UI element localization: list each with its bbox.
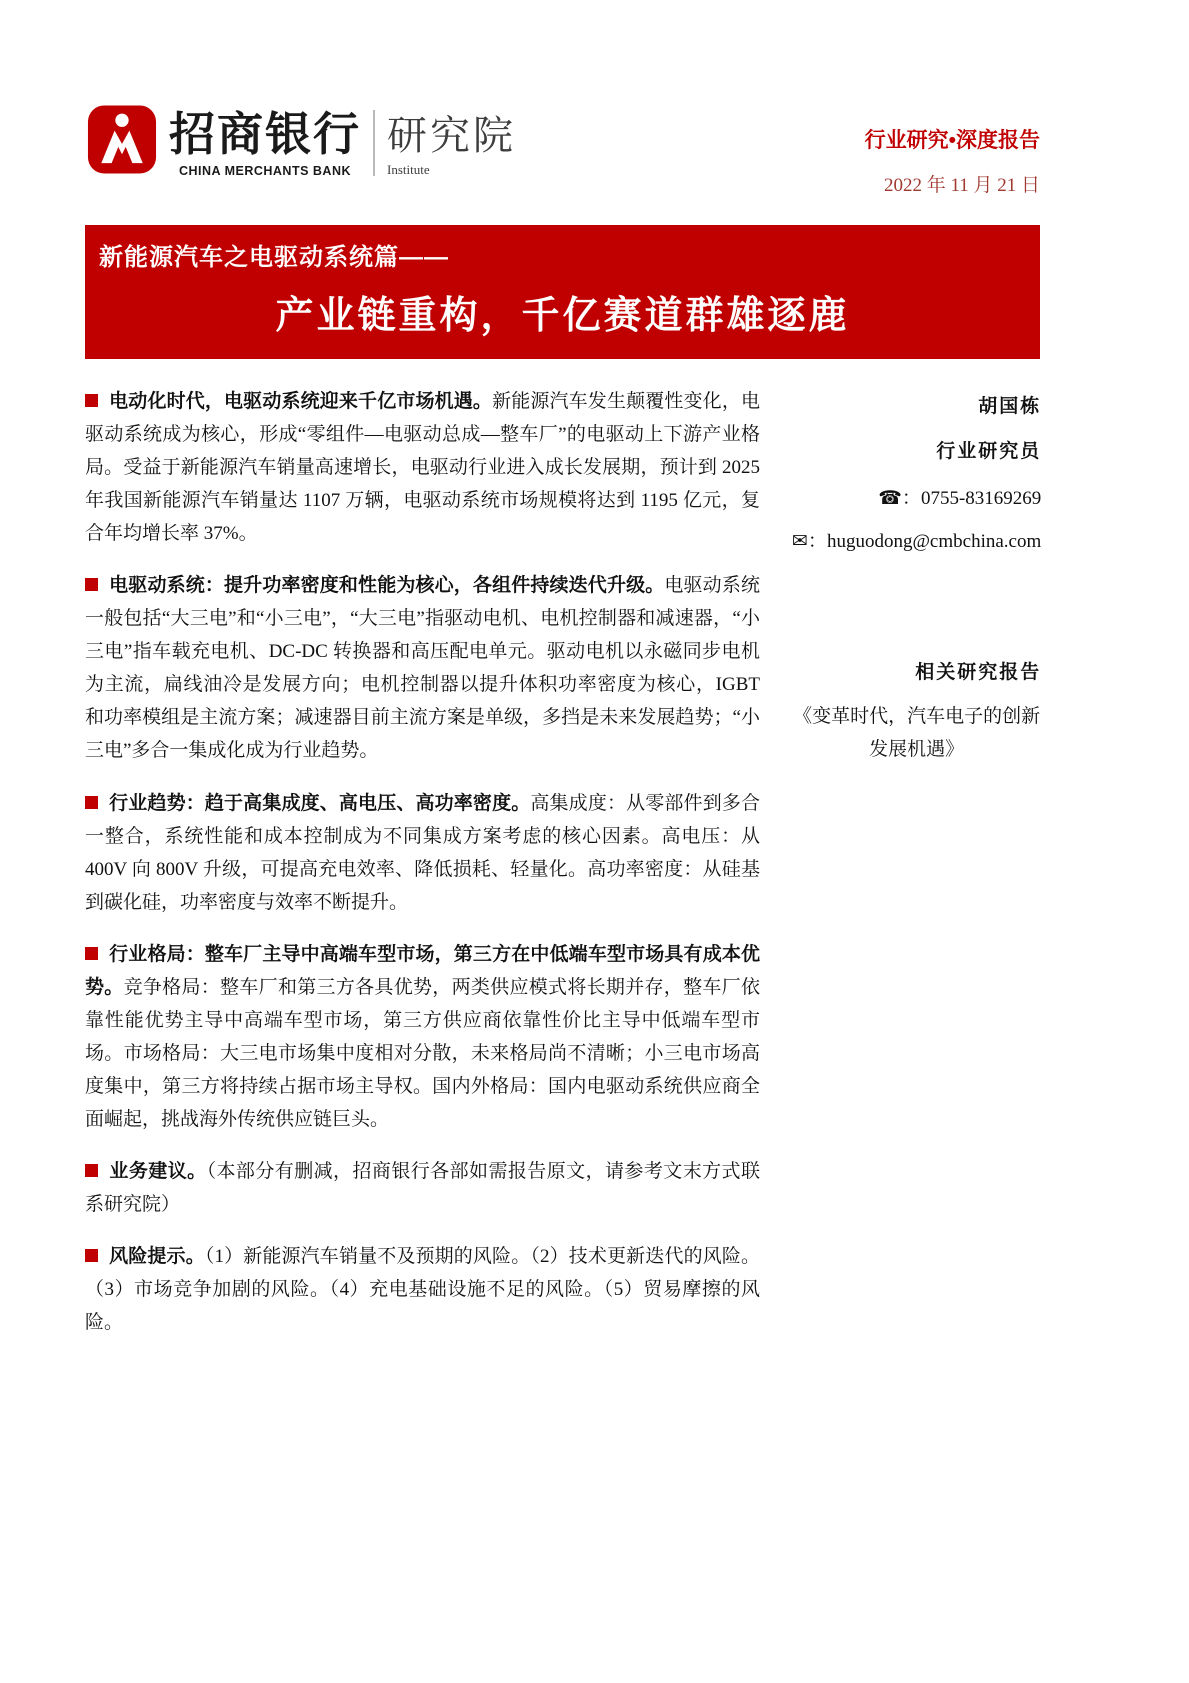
email-icon: ✉ bbox=[792, 530, 808, 552]
phone-icon: ☎ bbox=[878, 487, 902, 509]
institute-name: 研究院 bbox=[387, 113, 516, 158]
bullet-icon bbox=[85, 394, 98, 407]
page-header bbox=[85, 98, 1040, 197]
section-lead: 风险提示。 bbox=[109, 1246, 205, 1268]
bank-name: 招商银行 bbox=[169, 109, 361, 161]
section-lead: 电动化时代，电驱动系统迎来千亿市场机遇。 bbox=[109, 391, 493, 412]
report-date: 2022 年 11 月 21 日 bbox=[883, 175, 1040, 196]
bank-name-block bbox=[169, 110, 361, 178]
section-industry-landscape bbox=[85, 938, 760, 1136]
author-name: 胡国栋 bbox=[978, 396, 1042, 417]
phone-separator: ： bbox=[901, 488, 921, 509]
title-banner bbox=[85, 225, 1040, 359]
author-email: huguodong@cmbchina.com bbox=[826, 531, 1042, 552]
author-title: 行业研究员 bbox=[936, 441, 1042, 462]
section-business-advice bbox=[85, 1155, 760, 1221]
section-body: 竞争格局：整车厂和第三方各具优势，两类供应模式将长期并存，整车厂依靠性能优势主导中高端车型市场，第三方供应商依靠性价比主导中低端车型市场。市场格局：大三电市场集中度相对分散，未来格局尚不清晰；小三电市场高度集中，第三方将持续占据市场主导权。国内外格局：国内电驱动系统供应商全面崛起，挑战海外传统供应链巨头。 bbox=[85, 976, 760, 1130]
email-separator: ： bbox=[807, 531, 827, 552]
section-body: 高集成度：从零部件到多合一整合，系统性能和成本控制成为不同集成方案考虑的核心因素。高电压：从 400V 向 800V 升级，可提高充电效率、降低损耗、轻量化。高功率密度：从硅基到碳化硅，功率密度与效率不断提升。 bbox=[85, 792, 760, 913]
section-industry-trend bbox=[85, 787, 760, 919]
institute-name-en: Institute bbox=[387, 162, 430, 177]
logo-divider bbox=[373, 110, 375, 176]
summary-column bbox=[85, 385, 760, 1358]
report-series-title: 新能源汽车之电驱动系统篇—— bbox=[99, 244, 449, 271]
section-market-opportunity bbox=[85, 385, 760, 550]
section-body: （1）新能源汽车销量不及预期的风险。（2）技术更新迭代的风险。（3）市场竞争加剧的风险。（4）充电基础设施不足的风险。（5）贸易摩擦的风险。 bbox=[85, 1246, 760, 1334]
section-edrive-system bbox=[85, 569, 760, 767]
section-body: 新能源汽车发生颠覆性变化，电驱动系统成为核心，形成“零组件—电驱动总成—整车厂”的电驱动上下游产业格局。受益于新能源汽车销量高速增长，电驱动行业进入成长发展期，预计到 2025 年我国新能源汽车销量达 1107 万辆，电驱动系统市场规模将达到 1195 亿元，复合年均增长率 37%。 bbox=[85, 391, 760, 545]
section-lead: 业务建议。 bbox=[109, 1160, 207, 1182]
author-phone-line bbox=[792, 483, 1041, 510]
section-lead: 电驱动系统：提升功率密度和性能为核心，各组件持续迭代升级。 bbox=[109, 575, 665, 597]
section-body: （本部分有删减，招商银行各部如需报告原文，请参考文末方式联系研究院） bbox=[85, 1160, 760, 1216]
author-phone: 0755-83169269 bbox=[920, 488, 1042, 509]
bullet-icon bbox=[85, 578, 98, 591]
report-main-title: 产业链重构，千亿赛道群雄逐鹿 bbox=[275, 295, 850, 337]
author-email-line bbox=[792, 526, 1041, 553]
header-meta bbox=[865, 98, 1040, 197]
section-lead: 行业格局：整车厂主导中高端车型市场，第三方在中低端车型市场具有成本优势。 bbox=[85, 943, 760, 998]
bank-logo bbox=[85, 98, 516, 178]
institute-block bbox=[387, 114, 516, 178]
content-area bbox=[85, 385, 1040, 1358]
bank-name-en: CHINA MERCHANTS BANK bbox=[178, 164, 352, 178]
bullet-icon bbox=[85, 796, 98, 809]
section-lead: 行业趋势：趋于高集成度、高电压、高功率密度。 bbox=[109, 792, 531, 814]
report-type-label: 行业研究•深度报告 bbox=[864, 129, 1040, 152]
bullet-icon bbox=[85, 1164, 98, 1177]
related-report-title: 《变革时代，汽车电子的创新发展机遇》 bbox=[793, 706, 1041, 761]
related-reports-heading: 相关研究报告 bbox=[915, 662, 1042, 683]
bullet-icon bbox=[85, 1249, 98, 1262]
bullet-icon bbox=[85, 947, 98, 960]
section-body: 电驱动系统一般包括“大三电”和“小三电”，“大三电”指驱动电机、电机控制器和减速器，“小三电”指车载充电机、DC-DC 转换器和高压配电单元。驱动电机以永磁同步电机为主流，扁线油冷是发展方向；电机控制器以提升体积功率密度为核心，IGBT 和功率模组是主流方案；减速器目前主流方案是单级，多挡是未来发展趋势；“小三电”多合一集成化成为行业趋势。 bbox=[85, 575, 760, 762]
cmb-logo-icon bbox=[85, 98, 159, 178]
section-risk-warning bbox=[85, 1240, 760, 1339]
sidebar bbox=[760, 385, 1041, 1358]
